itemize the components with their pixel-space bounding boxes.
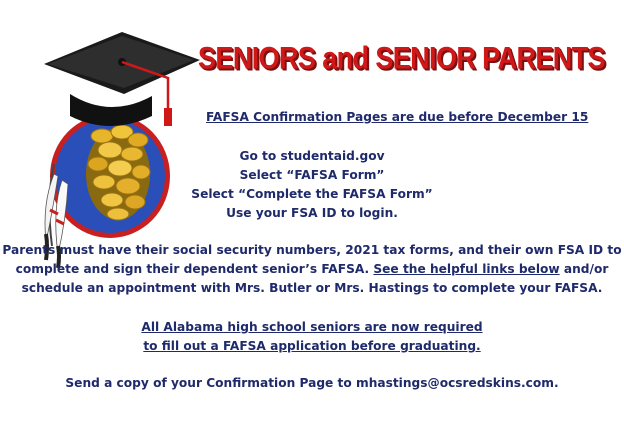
step-1: Go to studentaid.gov <box>239 149 385 163</box>
parents-line-3: schedule an appointment with Mrs. Butler or Mrs. Hastings to complete your FAFSA. <box>21 281 603 295</box>
parents-line-2-tail: and/or <box>559 262 609 276</box>
page-title: SENIORS and SENIOR PARENTS <box>198 40 605 76</box>
step-2: Select “FAFSA Form” <box>239 168 385 182</box>
graduation-cap-icon <box>44 32 200 126</box>
requirement-line-1 <box>0 318 624 337</box>
helpful-links-link[interactable]: See the helpful links below <box>373 262 560 276</box>
due-notice: FAFSA Confirmation Pages are due before December 15 <box>206 110 589 124</box>
requirement-text-1: All Alabama high school seniors are now required <box>141 320 483 334</box>
parents-line-2 <box>0 260 624 279</box>
parents-line-2-text: complete and sign their dependent senior’s FAFSA. <box>15 262 374 276</box>
requirement-text-2: to fill out a FAFSA application before graduating. <box>143 339 481 353</box>
step-3: Select “Complete the FAFSA Form” <box>191 187 433 201</box>
step-4: Use your FSA ID to login. <box>226 206 398 220</box>
requirement-line-2 <box>0 337 624 356</box>
parents-line-1: Parents must have their social security numbers, 2021 tax forms, and their own FSA ID to <box>2 243 622 257</box>
send-copy-text: Send a copy of your Confirmation Page to mhastings@ocsredskins.com. <box>65 376 559 390</box>
